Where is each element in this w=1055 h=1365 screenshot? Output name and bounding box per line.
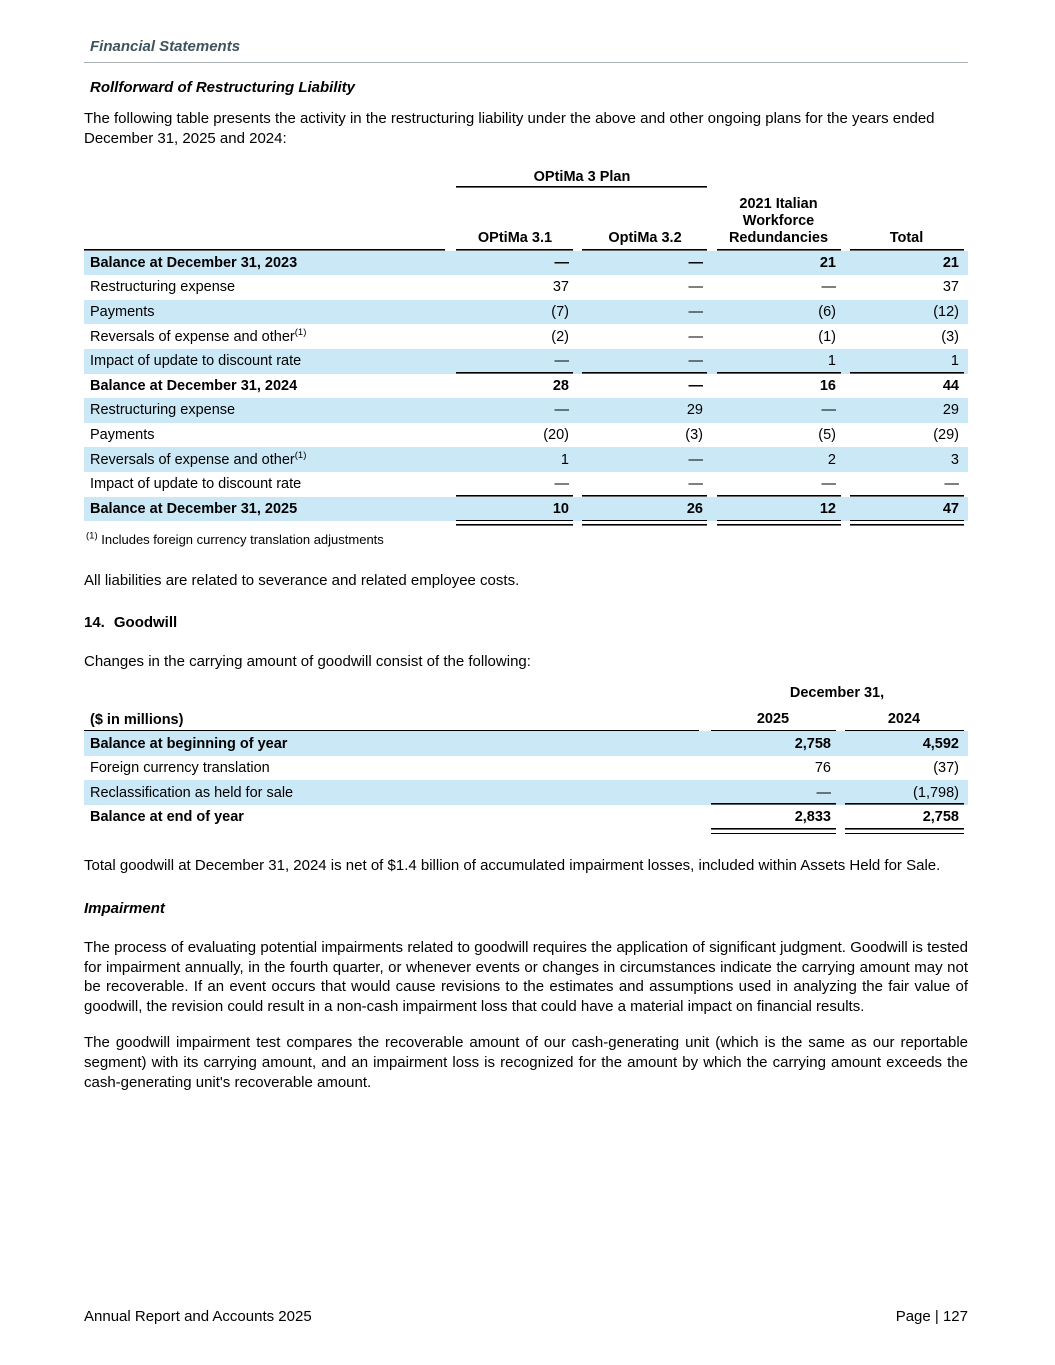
group-header-december31: December 31, xyxy=(789,685,885,702)
cell-value: (3) xyxy=(941,328,959,345)
cell-value: — xyxy=(452,251,578,276)
impairment-paragraph-2: The goodwill impairment test compares the recoverable amount of our cash-generating unit (which is the same as our reportable segment) with its carrying amount, and an impairment loss is recognized for the amount by which the carrying amount exceeds the cash-generating unit's recoverable amount. xyxy=(84,1034,968,1091)
double-rule-row xyxy=(84,830,968,835)
column-header-2025: 2025 xyxy=(706,704,840,731)
cell-value: (37) xyxy=(933,760,959,777)
cell-value: 3 xyxy=(845,447,968,472)
cell-value: (1,798) xyxy=(840,780,968,805)
cell-value: (29) xyxy=(933,427,959,444)
cell-value: 16 xyxy=(819,377,836,394)
row-label: Restructuring expense xyxy=(90,279,236,296)
cell-value: 47 xyxy=(845,497,968,522)
empty-cell xyxy=(84,165,452,188)
empty-cell xyxy=(845,165,968,188)
section-number: 14. xyxy=(84,614,105,632)
double-rule xyxy=(840,830,968,835)
empty-cell xyxy=(84,682,706,704)
row-label: Reclassification as held for sale xyxy=(84,780,706,805)
cell-value: 29 xyxy=(845,398,968,423)
table-row xyxy=(84,756,968,781)
cell-value: (5) xyxy=(818,427,836,444)
row-label: Impact of update to discount rate xyxy=(90,476,302,493)
table-row xyxy=(84,300,968,325)
cell-value: — xyxy=(688,328,703,345)
cell-value: 2 xyxy=(712,447,845,472)
restructuring-section-title: Rollforward of Restructuring Liability xyxy=(90,79,356,96)
table-row xyxy=(84,349,968,374)
cell-value: (3) xyxy=(685,427,703,444)
impairment-section-title: Impairment xyxy=(84,899,165,917)
cell-value: — xyxy=(821,279,836,296)
table-row xyxy=(84,374,968,399)
double-rule xyxy=(712,521,845,526)
table-row xyxy=(84,780,968,805)
column-header-italian-redundancies: 2021 Italian Workforce Redundancies xyxy=(712,188,845,251)
cell-value: (6) xyxy=(712,300,845,325)
cell-value: 21 xyxy=(712,251,845,276)
cell-value: 2,833 xyxy=(706,805,840,830)
cell-value: — xyxy=(578,472,712,497)
cell-value: 4,592 xyxy=(840,731,968,756)
goodwill-table xyxy=(84,682,968,834)
cell-value: (7) xyxy=(452,300,578,325)
cell-value: — xyxy=(706,780,840,805)
unit-label: ($ in millions) xyxy=(84,704,706,731)
document-header-title: Financial Statements xyxy=(90,38,241,55)
row-label: Balance at December 31, 2024 xyxy=(90,377,298,394)
cell-value: — xyxy=(578,300,712,325)
column-header-optima31: OPtiMa 3.1 xyxy=(452,188,578,251)
restructuring-table xyxy=(84,165,968,526)
column-header-2024: 2024 xyxy=(840,704,968,731)
cell-value: — xyxy=(452,349,578,374)
table-footnote xyxy=(84,532,968,547)
cell-value: (20) xyxy=(543,427,569,444)
table-row xyxy=(84,472,968,497)
cell-value: (12) xyxy=(845,300,968,325)
cell-value: 44 xyxy=(942,377,959,394)
row-label: Balance at end of year xyxy=(90,809,244,826)
cell-value: 21 xyxy=(845,251,968,276)
header-divider xyxy=(84,62,968,63)
cell-value: — xyxy=(688,377,703,394)
double-rule xyxy=(452,521,578,526)
cell-value: 10 xyxy=(452,497,578,522)
table-row xyxy=(84,275,968,300)
restructuring-intro-paragraph: The following table presents the activity in the restructuring liability under the above and other ongoing plans for the years ended December 31, 2025 and 2024: xyxy=(84,110,935,147)
cell-value: — xyxy=(578,447,712,472)
section-title-text: Goodwill xyxy=(113,614,178,632)
double-rule xyxy=(845,521,968,526)
row-label: Balance at December 31, 2025 xyxy=(84,497,452,522)
row-label: Impact of update to discount rate xyxy=(84,349,452,374)
cell-value: 29 xyxy=(578,398,712,423)
group-header-optima3plan: OPtiMa 3 Plan xyxy=(452,165,712,188)
table-row xyxy=(84,805,968,830)
cell-value: — xyxy=(712,472,845,497)
goodwill-intro-paragraph: Changes in the carrying amount of goodwill consist of the following: xyxy=(84,653,531,671)
cell-value: 2,758 xyxy=(706,731,840,756)
footnote-marker: (1) xyxy=(86,530,98,542)
cell-value: — xyxy=(712,398,845,423)
column-header-optima32: OptiMa 3.2 xyxy=(578,188,712,251)
cell-value: 1 xyxy=(845,349,968,374)
double-rule xyxy=(578,521,712,526)
row-label: Reversals of expense and other$^{(1)}$ xyxy=(90,326,307,345)
cell-value: — xyxy=(845,472,968,497)
restructuring-closing-paragraph: All liabilities are related to severance and related employee costs. xyxy=(84,571,520,589)
empty-cell xyxy=(712,165,845,188)
cell-value: 12 xyxy=(712,497,845,522)
cell-value: — xyxy=(688,279,703,296)
cell-value: 2,758 xyxy=(840,805,968,830)
cell-value: (2) xyxy=(551,328,569,345)
footnote-reference: (1) xyxy=(294,326,307,338)
cell-value: 26 xyxy=(578,497,712,522)
page-footer xyxy=(84,1308,968,1325)
table-column-header-row xyxy=(84,704,968,731)
cell-value: — xyxy=(452,472,578,497)
goodwill-section-heading xyxy=(84,614,968,631)
table-row xyxy=(84,398,968,423)
cell-value: 1 xyxy=(712,349,845,374)
goodwill-note-paragraph: Total goodwill at December 31, 2024 is net of $1.4 billion of accumulated impairment losses, included within Assets Held for Sale. xyxy=(84,857,941,875)
double-rule-row xyxy=(84,521,968,526)
row-label: Restructuring expense xyxy=(84,398,452,423)
footer-page-number: Page | 127 xyxy=(895,1308,968,1325)
column-header-total: Total xyxy=(845,188,968,251)
cell-value: 28 xyxy=(552,377,569,394)
double-rule xyxy=(706,830,840,835)
table-row xyxy=(84,251,968,276)
table-group-header-row xyxy=(84,682,968,704)
cell-value: 37 xyxy=(552,279,569,296)
empty-label-header-cell xyxy=(84,188,452,251)
table-row xyxy=(84,497,968,522)
cell-value: — xyxy=(452,398,578,423)
footnote-reference: (1) xyxy=(294,449,307,461)
table-row xyxy=(84,731,968,756)
cell-value: — xyxy=(578,349,712,374)
table-row xyxy=(84,324,968,349)
table-row xyxy=(84,423,968,448)
row-label: Foreign currency translation xyxy=(90,760,270,777)
table-group-header-row xyxy=(84,165,968,188)
row-label: Balance at beginning of year xyxy=(84,731,706,756)
impairment-paragraph-1: The process of evaluating potential impairments related to goodwill requires the application of significant judgment. Goodwill is tested for impairment annually, in the fourth quarter, or whenever events or changes in circumstances indicate the carrying amount may not be recoverable. If an event occurs that would cause revisions to the estimates and assumptions used in analyzing the fair value of goodwill, the revision could result in a non-cash impairment loss that could have a material impact on financial results. xyxy=(84,938,968,1016)
footnote-text: Includes foreign currency translation adjustments xyxy=(101,531,384,547)
row-label: Payments xyxy=(90,427,155,444)
cell-value: 1 xyxy=(452,447,578,472)
table-column-header-row xyxy=(84,188,968,251)
row-label: Balance at December 31, 2023 xyxy=(84,251,452,276)
cell-value: — xyxy=(578,251,712,276)
cell-value: 76 xyxy=(814,760,831,777)
cell-value: (1) xyxy=(818,328,836,345)
row-label: Reversals of expense and other$^{(1)}$ xyxy=(84,447,452,472)
footer-report-title: Annual Report and Accounts 2025 xyxy=(84,1308,312,1325)
cell-value: 37 xyxy=(942,279,959,296)
table-row xyxy=(84,447,968,472)
row-label: Payments xyxy=(84,300,452,325)
